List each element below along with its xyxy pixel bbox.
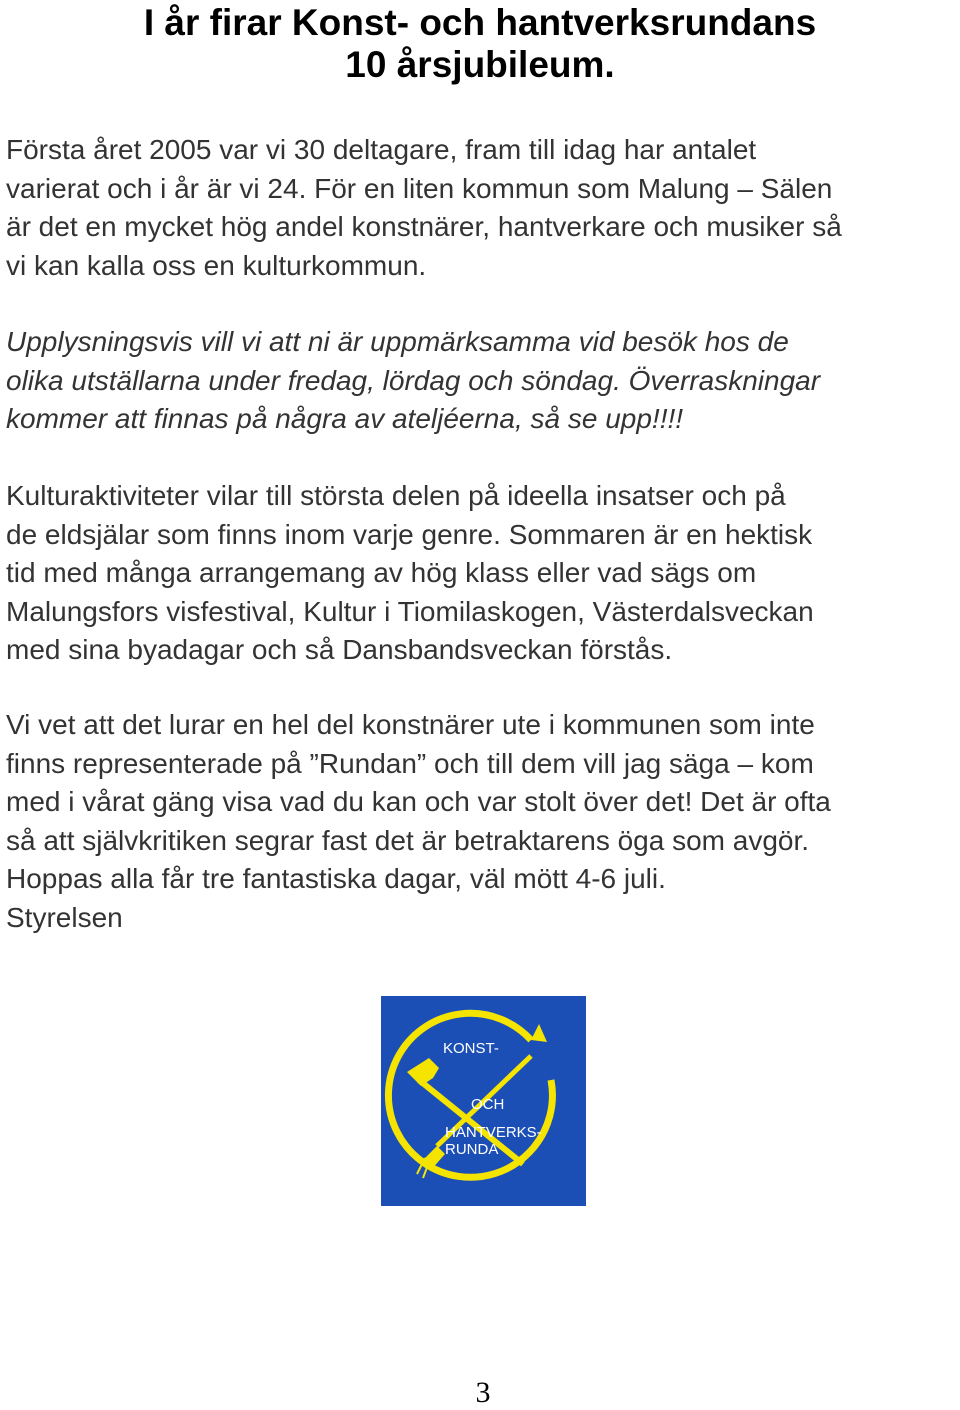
- text-line: Upplysningsvis vill vi att ni är uppmärksamma vid besök hos de: [6, 326, 789, 357]
- text-line: Hoppas alla får tre fantastiska dagar, väl mött 4-6 juli.: [6, 863, 666, 894]
- title-line-2: 10 årsjubileum.: [345, 44, 615, 85]
- title-line-1: I år firar Konst- och hantverksrundans: [143, 2, 817, 43]
- text-line: vi kan kalla oss en kulturkommun.: [6, 249, 427, 281]
- text-line: med i vårat gäng visa vad du kan och var stolt över det! Det är ofta: [6, 786, 831, 817]
- text-line: Första året 2005 var vi 30 deltagare, fram till idag har antalet: [6, 134, 757, 165]
- paragraph-intro: [6, 131, 956, 285]
- paragraph-culture: [6, 477, 956, 670]
- text-line: är det en mycket hög andel konstnärer, hantverkare och musiker så: [6, 211, 842, 242]
- text-line: med sina byadagar och så Dansbandsveckan förstås.: [6, 634, 673, 665]
- text-line: så att självkritiken segrar fast det är betraktarens öga som avgör.: [6, 824, 810, 856]
- logo-text-och: OCH: [471, 1096, 505, 1113]
- text-line: Kulturaktiviteter vilar till största delen på ideella insatser och på: [6, 480, 786, 511]
- logo-text-hantverks: HANTVERKS-: [445, 1124, 542, 1141]
- text-line: kommer att finnas på några av ateljéerna, så se upp!!!!: [6, 403, 684, 434]
- logo-text-konst: KONST-: [443, 1040, 499, 1057]
- text-line: varierat och i år är vi 24. För en liten kommun som Malung – Sälen: [6, 172, 833, 204]
- paragraph-invitation: [6, 706, 956, 937]
- text-line: de eldsjälar som finns inom varje genre. Sommaren är en hektisk: [6, 518, 813, 550]
- text-line: Vi vet att det lurar en hel del konstnärer ute i kommunen som inte: [6, 709, 815, 740]
- logo-text-runda: RUNDA: [445, 1141, 499, 1158]
- text-line: olika utställarna under fredag, lördag och söndag. Överraskningar: [6, 364, 821, 396]
- text-line: Malungsfors visfestival, Kultur i Tiomilaskogen, Västerdalsveckan: [6, 595, 814, 627]
- paragraph-notice: [6, 323, 956, 439]
- page-title: [0, 2, 960, 86]
- page-number: 3: [475, 1376, 491, 1409]
- text-line: tid med många arrangemang av hög klass eller vad sägs om: [6, 557, 757, 588]
- signature: Styrelsen: [6, 901, 123, 933]
- konst-och-hantverksrunda-logo: [381, 996, 586, 1206]
- text-line: finns representerade på ”Rundan” och till dem vill jag säga – kom: [6, 747, 814, 779]
